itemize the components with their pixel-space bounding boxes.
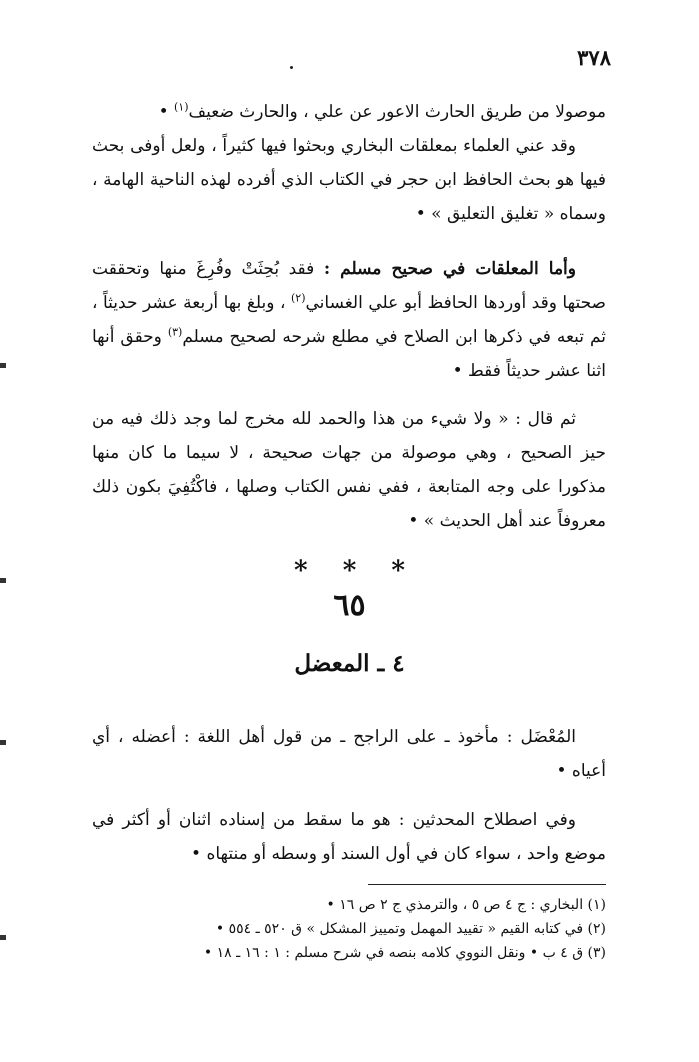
margin-mark: [0, 740, 6, 745]
footnotes: [92, 893, 606, 965]
section-title: ٤ ـ المعضل: [294, 650, 405, 677]
section-number: ٦٥: [333, 588, 366, 623]
paragraph-continuation: [92, 95, 606, 129]
footnote-item: (٣) ق ٤ ب • ونقل النووي كلامه بنصه في شرح مسلم : ١ : ١٦ ـ ١٨ •: [203, 945, 606, 961]
text-block-2: [92, 252, 606, 388]
paragraph-lead: وأما المعلقات في صحيح مسلم :: [323, 259, 576, 279]
paragraph-end: •: [158, 102, 174, 122]
footnote-item: (١) البخاري : ج ٤ ص ٥ ، والترمذي ج ٢ ص ١٦ •: [326, 897, 606, 913]
paragraph-bukhari-mualaqat: وقد عني العلماء بمعلقات البخاري وبحثوا فيها كثيراً ، ولعل أوفى بحث فيها هو بحث الحافظ ابن حجر في الكتاب الذي أفرده لهذه الناحية الهامة ، وسماه « تغليق التعليق » •: [92, 136, 606, 224]
paragraph-text: موصولا من طريق الحارث الاعور عن علي ، والحارث ضعيف: [188, 102, 606, 122]
text-block-4: [92, 720, 606, 788]
paragraph-definition-language: المُعْضَل : مأخوذ ـ على الراجح ـ من قول أهل اللغة : أعضله ، أي أعياه •: [92, 727, 606, 781]
footnote-ref-1: (١): [174, 100, 189, 114]
text-block-5: [92, 803, 606, 871]
ink-speck: [290, 66, 293, 69]
margin-mark: [0, 935, 6, 940]
paragraph-text: وحقق أنها اثنا عشر حديثاً فقط •: [92, 327, 606, 381]
footnote-ref-3: (٣): [167, 325, 183, 339]
paragraph-definition-terminology: وفي اصطلاح المحدثين : هو ما سقط من إسناده اثنان أو أكثر في موضع واحد ، سواء كان في أول السند أو وسطه أو منتهاه •: [92, 810, 606, 864]
text-block-3: [92, 402, 606, 538]
paragraph-text: ، وبلغ بها أربعة عشر حديثاً ، ثم تبعه في ذكرها ابن الصلاح في مطلع شرحه لصحيح مسلم: [92, 293, 606, 347]
paragraph-text: فقد بُحِثَتْ وفُرِغَ منها وتحققت صحتها وقد أوردها الحافظ أبو علي الغساني: [92, 259, 606, 313]
footnote-ref-2: (٢): [290, 291, 306, 305]
section-divider: * * *: [294, 556, 405, 586]
footnote-item: (٢) في كتابه القيم « تقييد المهمل وتمييز المشكل » ق ٥٢٠ ـ ٥٥٤ •: [215, 921, 606, 937]
footnote-separator: [368, 884, 606, 885]
paragraph-muslim-mualaqat: [92, 252, 606, 388]
margin-mark: [0, 363, 6, 368]
text-block-1: [92, 95, 606, 231]
page-number: ٣٧٨: [577, 45, 611, 70]
paragraph-quotation: ثم قال : « ولا شيء من هذا والحمد لله مخرج لما وجد ذلك فيه من حيز الصحيح ، وهي موصولة من جهات صحيحة ، لا سيما ما كان منها مذكورا على وجه المتابعة ، ففي نفس الكتاب وصلها ، فاكْتُفِيَ بكون ذلك معروفاً عند أهل الحديث » •: [92, 409, 606, 531]
